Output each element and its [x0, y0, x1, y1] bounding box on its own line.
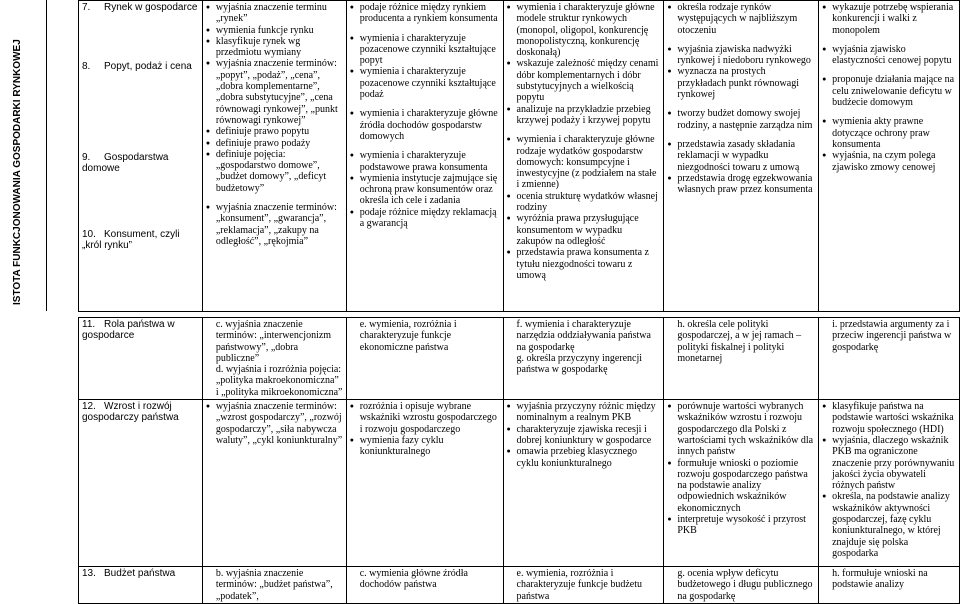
requirements-table-lower — [78, 317, 960, 604]
list-item: g. określa przyczyny ingerencji państwa w gospodarkę — [516, 352, 643, 376]
list-item: ● wyjaśnia zjawisko elastyczności cenowej popytu — [822, 44, 956, 67]
list-item: e. wymienia, rozróżnia i charakteryzuje funkcje budżetu państwa — [516, 568, 643, 602]
cell-level-5 — [819, 318, 960, 400]
topic-8: 8. Popyt, podaż i cena — [82, 61, 192, 72]
list-item: b. wyjaśnia znaczenie terminów: „budżet państwa”, „podatek”, — [215, 568, 333, 602]
list-item: ● przedstawia zasady składania reklamacji w wypadku niezgodności towaru z umową — [667, 139, 815, 173]
list-item: ● klasyfikuje rynek wg przedmiotu wymiany — [206, 36, 343, 59]
spacer — [206, 194, 343, 202]
list-item: ● ocenia strukturę wydatków własnej rodziny — [507, 191, 661, 214]
spacer — [350, 142, 500, 150]
list-item: ● wymienia i charakteryzuje pozacenowe czynniki kształtujące popyt — [350, 33, 500, 67]
list-item: ● wymienia i charakteryzuje pozacenowe czynniki kształtujące podaż — [350, 66, 500, 100]
side-heading-text: ISTOTA FUNKCJONOWANIA GOSPODARKI RYNKOWEJ — [12, 39, 23, 305]
list-item: ● określa rodzaje rynków występujących w najbliższym otoczeniu — [667, 2, 815, 36]
table-row — [79, 400, 960, 567]
list-item: ● wyjaśnia zjawiska nadwyżki rynkowej i niedoboru rynkowego — [667, 44, 815, 67]
list-item: ● formułuje wnioski o poziomie rozwoju gospodarczego państwa na podstawie analizy odpowiednich wskaźników ekonomicznych — [667, 458, 815, 514]
spacer — [507, 126, 661, 134]
list-item: ● podaje różnice między reklamacją a gwarancją — [350, 207, 500, 230]
cell-level-1 — [202, 318, 346, 400]
topic-13: 13. Budżet państwa — [79, 567, 203, 604]
list-item: ● wymienia i charakteryzuje podstawowe prawa konsumenta — [350, 150, 500, 173]
list-item: c. wyjaśnia znaczenie terminów: „interwencjonizm państwowy”, „dobra publiczne” — [215, 319, 332, 364]
list-item: ● wyjaśnia znaczenie terminu „rynek” — [206, 2, 343, 25]
list-item: c. wymienia główne źródła dochodów państwa — [359, 568, 468, 591]
list-item: ● omawia przebieg klasycznego cyklu koniunkturalnego — [507, 446, 661, 469]
cell-level-3 — [503, 567, 664, 604]
cell-level-2 — [346, 318, 503, 400]
list-item: ● wyjaśnia, dlaczego wskaźnik PKB ma ograniczone znaczenie przy porównywaniu jakości życia obywateli różnych państw — [822, 435, 956, 491]
list-item: ● klasyfikuje państwa na podstawie wartości wskaźnika rozwoju społecznego (HDI) — [822, 401, 956, 435]
topic-11: 11. Rola państwa w gospodarce — [79, 318, 203, 400]
cell-level-4 — [664, 1, 819, 312]
list-item: ● definiuje pojęcia: „gospodarstwo domowe”, „budżet domowy”, „deficyt budżetowy” — [206, 149, 343, 194]
list-item: ● przedstawia drogę egzekwowania własnych praw przez konsumenta — [667, 173, 815, 196]
list-item: ● definiuje prawo popytu — [206, 126, 343, 137]
cell-level-2 — [346, 400, 503, 567]
cell-level-1 — [202, 400, 346, 567]
list-item: ● wymienia akty prawne dotyczące ochrony praw konsumenta — [822, 116, 956, 150]
spacer — [667, 131, 815, 139]
list-item: ● wskazuje zależność między cenami dóbr komplementarnych i dóbr substytucyjnych a wielkością popytu — [507, 58, 661, 103]
cell-level-4 — [664, 318, 819, 400]
list-item: ● analizuje na przykładzie przebieg krzywej podaży i krzywej popytu — [507, 104, 661, 127]
list-item: ● wyjaśnia przyczyny różnic między nominalnym a realnym PKB — [507, 401, 661, 424]
cell-level-4 — [664, 400, 819, 567]
list-item: f. wymienia i charakteryzuje narzędzia oddziaływania państwa na gospodarkę — [516, 319, 651, 353]
list-item: ● przedstawia prawa konsumenta z tytułu niezgodności towaru z umową — [507, 247, 661, 281]
list-item: ● interpretuje wysokość i przyrost PKB — [667, 514, 815, 537]
topic-12: 12. Wzrost i rozwój gospodarczy państwa — [79, 400, 203, 567]
list-item: ● wykazuje potrzebę wspierania konkurencji i walki z monopolem — [822, 2, 956, 36]
cell-level-3 — [503, 318, 664, 400]
list-item: ● wymienia fazy cyklu koniunkturalnego — [350, 435, 500, 458]
list-item: ● wymienia i charakteryzuje główne rodzaje wydatków gospodarstw domowych: konsumpcyjne i inwestycyjne (z podziałem na stałe i zmienne) — [507, 134, 661, 190]
list-item: ● wyznacza na prostych przykładach punkt równowagi rynkowej — [667, 66, 815, 100]
list-item: d. wyjaśnia i rozróżnia pojęcia: „polityka makroekonomiczna” i „polityka mikroekonomiczna” — [215, 364, 343, 398]
list-item: g. ocenia wpływ deficytu budżetowego i długu publicznego na gospodarkę — [677, 568, 813, 602]
cell-level-4 — [664, 567, 819, 604]
list-item: ● wymienia instytucje zajmujące się ochroną praw konsumentów oraz określa ich cele i zadania — [350, 173, 500, 207]
topic-7: 7. Rynek w gospodarce — [82, 2, 198, 13]
list-item: ● proponuje działania mające na celu zniwelowanie deficytu w budżecie domowym — [822, 74, 956, 108]
list-item: ● wyjaśnia znaczenie terminów: „konsument”, „gwarancja”, „reklamacja”, „zakupy na odległość”, „rękojmia” — [206, 202, 343, 247]
list-item: e. wymienia, rozróżnia i charakteryzuje funkcje ekonomiczne państwa — [359, 319, 457, 353]
cell-level-3 — [503, 1, 664, 312]
cell-level-5 — [819, 567, 960, 604]
spacer — [667, 36, 815, 44]
list-item: ● tworzy budżet domowy swojej rodziny, a następnie zarządza nim — [667, 108, 815, 131]
list-item: h. określa cele polityki gospodarczej, a w jej ramach – polityki fiskalnej i polityki monetarnej — [677, 319, 802, 364]
list-item: ● wymienia i charakteryzuje główne modele struktur rynkowych (monopol, oligopol, konkurencję monopolistyczną, konkurencję doskonałą) — [507, 2, 661, 58]
list-item: ● charakteryzuje zjawiska recesji i dobrej koniunktury w gospodarce — [507, 424, 661, 447]
topic-9: 9. Gospodarstwa domowe — [82, 152, 169, 175]
list-item: ● wyjaśnia, na czym polega zjawisko zmowy cenowej — [822, 150, 956, 173]
table-row — [79, 567, 960, 604]
list-item: ● wyjaśnia znaczenie terminów: „wzrost gospodarczy”, „rozwój gospodarczy”, „siła nabywcza waluty”, „cykl koniunkturalny” — [206, 401, 343, 446]
list-item: ● rozróżnia i opisuje wybrane wskaźniki wzrostu gospodarczego i rozwoju gospodarczego — [350, 401, 500, 435]
table-row — [79, 1, 960, 312]
spacer — [822, 108, 956, 116]
spacer — [667, 100, 815, 108]
list-item: ● porównuje wartości wybranych wskaźników wzrostu i rozwoju gospodarczego dla Polski z wartościami tych wskaźników dla innych państw — [667, 401, 815, 457]
cell-level-5 — [819, 1, 960, 312]
table-row — [79, 318, 960, 400]
cell-level-3 — [503, 400, 664, 567]
spacer — [822, 36, 956, 44]
list-item: i. przedstawia argumenty za i przeciw ingerencji państwa w gospodarkę — [832, 319, 952, 353]
spacer — [350, 25, 500, 33]
cell-level-2 — [346, 1, 503, 312]
list-item: ● wymienia i charakteryzuje główne źródła dochodów gospodarstw domowych — [350, 108, 500, 142]
side-heading — [0, 0, 47, 311]
cell-level-5 — [819, 400, 960, 567]
topic-cell — [79, 1, 203, 312]
list-item: ● określa, na podstawie analizy wskaźników aktywności gospodarczej, fazę cyklu koniunkturalnego, w której znajduje się polska gospodarka — [822, 491, 956, 559]
topic-10: 10. Konsument, czyli „król rynku” — [82, 229, 180, 252]
list-item: ● wyróżnia prawa przysługujące konsumentom w wypadku zakupów na odległość — [507, 213, 661, 247]
list-item: h. formułuje wnioski na podstawie analizy — [832, 568, 928, 591]
list-item: ● wymienia funkcje rynku — [206, 25, 343, 36]
list-item: ● definiuje prawo podaży — [206, 138, 343, 149]
list-item: ● podaje różnice między rynkiem producenta a rynkiem konsumenta — [350, 2, 500, 25]
list-item: ● wyjaśnia znaczenie terminów: „popyt”, „podaż”, „cena”, „dobra komplementarne”, „dobra substytucyjne”, „cena równowagi rynkowej”, „punkt równowagi rynkowej” — [206, 58, 343, 126]
cell-level-1 — [202, 1, 346, 312]
requirements-table-upper — [78, 0, 960, 312]
cell-level-2 — [346, 567, 503, 604]
cell-level-1 — [202, 567, 346, 604]
spacer — [822, 66, 956, 74]
spacer — [350, 100, 500, 108]
